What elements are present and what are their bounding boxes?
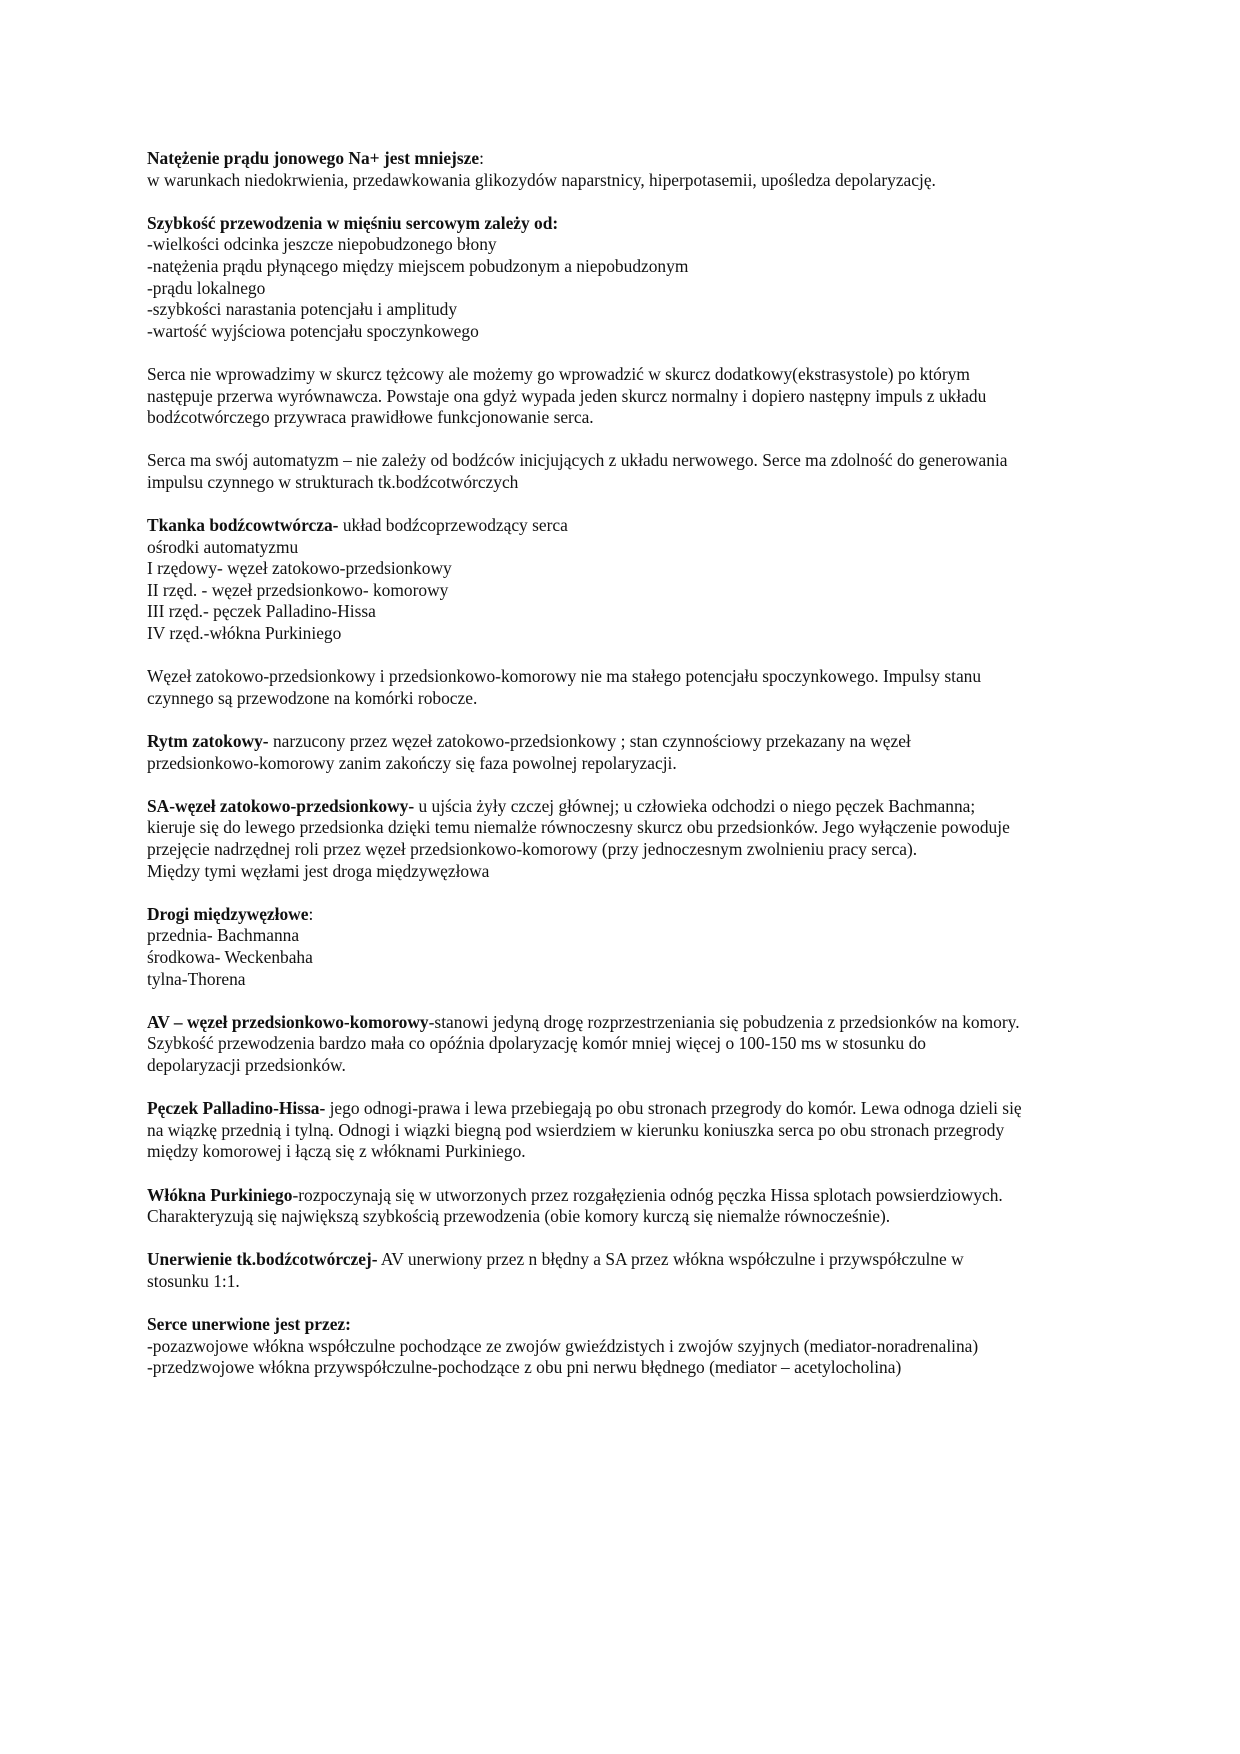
section-heading: węzeł przedsionkowo-komorowy (186, 1011, 429, 1032)
list-item: -przedzwojowe włókna przywspółczulne-pochodzące z obu pni nerwu błędnego (mediator – acetylocholina) (147, 1357, 902, 1378)
list-item: ośrodki automatyzmu (147, 536, 299, 557)
heading-rest: układ bodźcoprzewodzący serca (338, 515, 568, 536)
section-szybkosc (147, 213, 1097, 343)
paragraph-line: Serca nie wprowadzimy w skurcz tężcowy ale możemy go wprowadzić w skurcz dodatkowy(ekstrasystole) po którym (147, 363, 970, 384)
paragraph-line: między komorowej i łączą się z włóknami Purkiniego. (147, 1141, 526, 1162)
section-tkanka (147, 515, 1097, 645)
paragraph-line (147, 904, 1097, 926)
section-av (147, 1012, 1097, 1077)
paragraph-line: przejęcie nadrzędnej roli przez węzeł przedsionkowo-komorowy (przy jednoczesnym zwolnieniu pracy serca). (147, 839, 918, 859)
heading-rest: AV unerwiony przez n błędny a SA przez włókna współczulne i przywspółczulne w (377, 1249, 964, 1270)
heading-colon: : (479, 148, 484, 168)
paragraph-line (147, 1249, 1097, 1271)
paragraph-line (147, 1098, 1097, 1120)
section-unerwienie (147, 1249, 1097, 1292)
section-heading: Rytm zatokowy- (147, 731, 269, 752)
section-automatyzm (147, 450, 1097, 493)
paragraph-line: stosunku 1:1. (147, 1270, 240, 1291)
list-item: -natężenia prądu płynącego między miejscem pobudzonym a niepobudzonym (147, 255, 689, 276)
heading-rest: jego odnogi-prawa i lewa przebiegają po obu stronach przegrody do komór. Lewa odnoga dzieli się (325, 1098, 1022, 1119)
paragraph-line: kieruje się do lewego przedsionka dzięki temu niemalże równoczesny skurcz obu przedsionków. Jego wyłączenie powoduje (147, 817, 1010, 838)
section-heading: Tkanka bodźcowtwórcza- (147, 515, 339, 536)
paragraph-line: bodźcotwórczego przywraca prawidłowe funkcjonowanie serca. (147, 407, 594, 428)
paragraph-line: Serca ma swój automatyzm – nie zależy od bodźców inicjujących z układu nerwowego. Serce ma zdolność do generowania (147, 450, 1008, 471)
section-heading: Unerwienie tk.bodźcotwórczej- (147, 1249, 378, 1270)
section-skurcz-tezcowy (147, 364, 1097, 429)
section-heading: Drogi międzywęzłowe (147, 903, 309, 924)
list-item: I rzędowy- węzeł zatokowo-przedsionkowy (147, 558, 452, 579)
list-item: -szybkości narastania potencjału i amplitudy (147, 299, 458, 320)
paragraph-line (147, 515, 1097, 537)
paragraph-line: następuje przerwa wyrównawcza. Powstaje ona gdyż wypada jeden skurcz normalny i dopiero następny impuls z układu (147, 385, 987, 406)
list-item: -wielkości odcinka jeszcze niepobudzonego błony (147, 234, 497, 255)
paragraph-line: przedsionkowo-komorowy zanim zakończy się faza powolnej repolaryzacji. (147, 752, 677, 773)
paragraph-line (147, 1012, 1097, 1034)
list-item: tylna-Thorena (147, 968, 246, 989)
document-page (147, 148, 1097, 1400)
section-rytm (147, 731, 1097, 774)
paragraph-line: Charakteryzują się największą szybkością przewodzenia (obie komory kurczą się niemalże równocześnie). (147, 1206, 891, 1227)
section-wezly (147, 666, 1097, 709)
paragraph-line: Między tymi węzłami jest droga międzywęzłowa (147, 860, 490, 881)
section-serce-unerwione (147, 1314, 1097, 1379)
list-item: -pozazwojowe włókna współczulne pochodzące ze zwojów gwieździstych i zwojów szyjnych (mediator-noradrenalina) (147, 1335, 979, 1356)
section-heading: Pęczek Palladino-Hissa- (147, 1098, 326, 1119)
list-item: przednia- Bachmanna (147, 925, 300, 946)
section-heading: Natężenie prądu jonowego Na+ jest mniejsze (147, 148, 480, 168)
paragraph-line: czynnego są przewodzone na komórki robocze. (147, 687, 478, 708)
paragraph-line: na wiązkę przednią i tylną. Odnogi i wiązki biegną pod wsierdziem w kierunku koniuszka serca po obu stronach przegrody (147, 1119, 1005, 1140)
heading-prefix: AV – (147, 1011, 187, 1032)
paragraph-line: impulsu czynnego w strukturach tk.bodźcotwórczych (147, 471, 519, 492)
list-item: środkowa- Weckenbaha (147, 946, 313, 967)
paragraph-line (147, 1185, 1097, 1207)
section-drogi (147, 904, 1097, 990)
heading-rest: -stanowi jedyną drogę rozprzestrzeniania się pobudzenia z przedsionków na komory. (428, 1011, 1020, 1032)
list-item: -wartość wyjściowa potencjału spoczynkowego (147, 320, 479, 341)
heading-colon: : (308, 903, 314, 924)
heading-rest: -rozpoczynają się w utworzonych przez rozgałęzienia odnóg pęczka Hissa splotach powsierdziowych. (292, 1184, 1003, 1205)
list-item: -prądu lokalnego (147, 277, 266, 298)
heading-rest: narzucony przez węzeł zatokowo-przedsionkowy ; stan czynnościowy przekazany na węzeł (268, 731, 911, 752)
section-peczek (147, 1098, 1097, 1163)
list-item: III rzęd.- pęczek Palladino-Hissa (147, 601, 376, 622)
paragraph-line (147, 731, 1097, 753)
list-item: IV rzęd.-włókna Purkiniego (147, 623, 342, 644)
paragraph-line: Węzeł zatokowo-przedsionkowy i przedsionkowo-komorowy nie ma stałego potencjału spoczynkowego. Impulsy stanu (147, 666, 982, 687)
section-heading: Szybkość przewodzenia w mięśniu sercowym zależy od: (147, 212, 559, 233)
section-natezenie (147, 148, 1097, 191)
list-item: II rzęd. - węzeł przedsionkowo- komorowy (147, 579, 449, 600)
heading-rest: u ujścia żyły czczej głównej; u człowieka odchodzi o niego pęczek Bachmanna; (414, 795, 976, 816)
paragraph-line: Szybkość przewodzenia bardzo mała co opóźnia dpolaryzację komór mniej więcej o 100-150 ms w stosunku do (147, 1033, 926, 1054)
section-heading: Włókna Purkiniego (147, 1184, 293, 1205)
section-wlokna (147, 1185, 1097, 1228)
paragraph-line (147, 148, 1097, 170)
paragraph-line: depolaryzacji przedsionków. (147, 1054, 346, 1075)
paragraph-line (147, 796, 1097, 818)
paragraph-line: w warunkach niedokrwienia, przedawkowania glikozydów naparstnicy, hiperpotasemii, upośledza depolaryzację. (147, 169, 936, 190)
section-heading: SA-węzeł zatokowo-przedsionkowy- (147, 795, 415, 816)
section-heading: Serce unerwione jest przez: (147, 1314, 351, 1335)
section-sa (147, 796, 1097, 882)
